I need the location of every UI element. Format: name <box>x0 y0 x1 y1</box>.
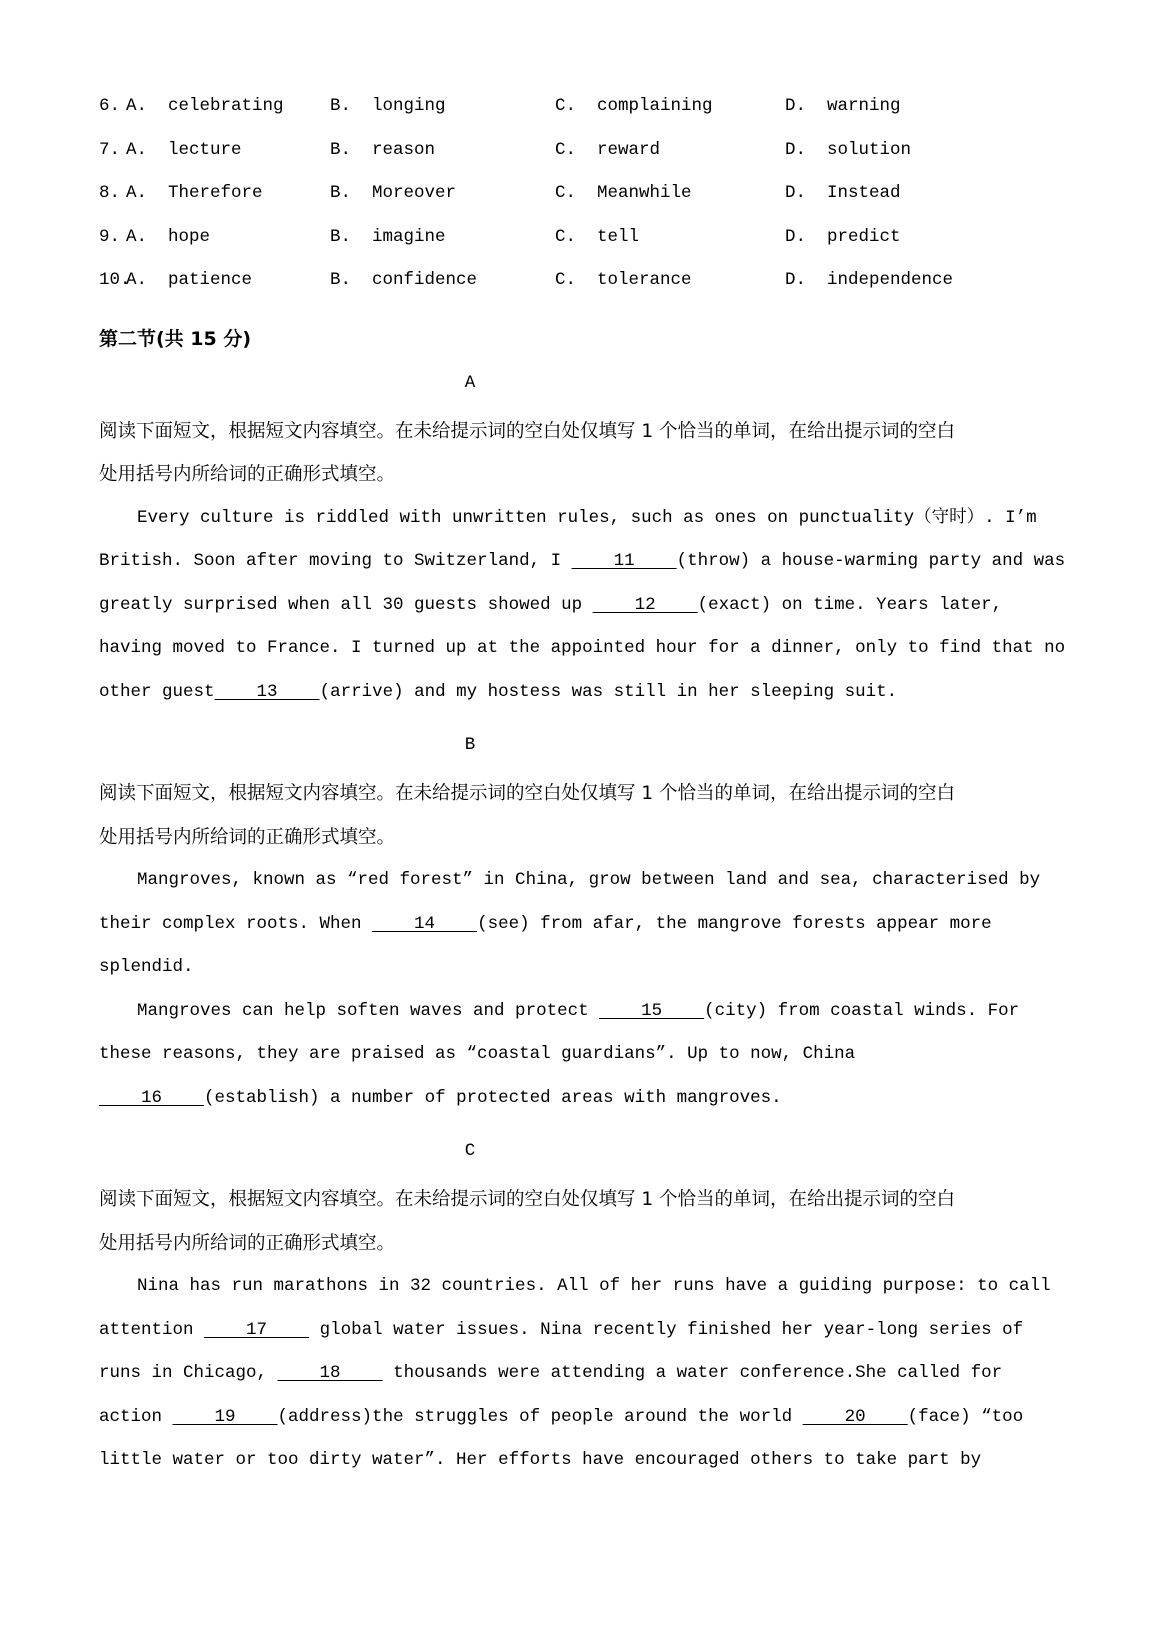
mcq-option-b[interactable]: B. confidence <box>330 270 478 290</box>
passage-text: attention <box>99 1319 205 1340</box>
mcq-row <box>99 227 1001 271</box>
mcq-number: 7. <box>99 139 121 160</box>
passage-text: (throw) a house-warming party and was <box>676 551 1066 571</box>
mcq-option-a[interactable]: A. celebrating <box>126 96 284 116</box>
passage-line <box>99 671 1001 715</box>
passage-text: (exact) on time. Years later, <box>697 594 1003 615</box>
passage-letter-label: B <box>464 735 476 755</box>
passage-text: Every culture is riddled with unwritten rules, such as ones on punctuality（守时）. I’m <box>137 507 1037 528</box>
mcq-option-a[interactable]: A. Therefore <box>126 183 263 203</box>
answer-blank[interactable]: 17 <box>204 1319 310 1340</box>
mcq-number: 6. <box>99 96 121 116</box>
passage-c <box>99 1140 1051 1483</box>
answer-blank[interactable]: 19 <box>172 1406 278 1427</box>
passage-text: (establish) a number of protected areas with mangroves. <box>204 1087 782 1108</box>
passage-line <box>99 903 1001 947</box>
passage-text: Mangroves can help soften waves and protect <box>137 1000 600 1021</box>
passage-line <box>99 990 1020 1034</box>
passage-body <box>99 497 1066 715</box>
passage-body <box>99 859 1041 1120</box>
instruction-line: 阅读下面短文，根据短文内容填空。在未给提示词的空白处仅填写 1 个恰当的单词，在给出提示词的空白 <box>99 1189 956 1210</box>
passage-text: greatly surprised when all 30 guests showed up <box>99 594 593 615</box>
mcq-option-d[interactable]: D. Instead <box>785 183 901 203</box>
mcq-option-d[interactable]: D. independence <box>785 270 954 290</box>
passage-b <box>99 734 1041 1120</box>
passage-line <box>99 1077 1001 1121</box>
passage-line <box>99 584 1001 628</box>
mcq-option-a[interactable]: A. patience <box>126 270 253 290</box>
passage-text: (address)the struggles of people around the world <box>277 1406 803 1427</box>
answer-blank[interactable]: 18 <box>277 1363 383 1383</box>
answer-blank[interactable]: 15 <box>599 1000 705 1021</box>
answer-blank[interactable]: 20 <box>802 1406 908 1427</box>
mcq-option-c[interactable]: C. complaining <box>555 96 713 116</box>
mcq-option-b[interactable]: B. reason <box>330 139 436 160</box>
mcq-option-c[interactable]: C. reward <box>555 139 661 160</box>
passage-text: splendid. <box>99 957 194 977</box>
passage-letter-label: C <box>464 1141 476 1161</box>
mcq-option-b[interactable]: B. Moreover <box>330 183 457 203</box>
answer-blank[interactable]: 16 <box>99 1087 205 1108</box>
multiple-choice-block <box>99 0 1001 314</box>
passage-text: runs in Chicago, <box>99 1363 278 1383</box>
passage-a <box>99 372 1066 715</box>
instruction-line: 处用括号内所给词的正确形式填空。 <box>99 1232 396 1254</box>
passage-instruction <box>99 772 1001 859</box>
page-content <box>99 0 1066 1483</box>
mcq-option-d[interactable]: D. predict <box>785 226 901 247</box>
mcq-option-c[interactable]: C. tolerance <box>555 270 692 290</box>
passage-letter-label: A <box>464 372 476 393</box>
instruction-line: 阅读下面短文，根据短文内容填空。在未给提示词的空白处仅填写 1 个恰当的单词，在给出提示词的空白 <box>99 783 956 804</box>
answer-blank[interactable]: 14 <box>372 913 478 934</box>
passage-line <box>99 1352 1001 1396</box>
passage-line <box>99 1309 1024 1353</box>
answer-blank[interactable]: 11 <box>571 551 677 571</box>
passage-text: global water issues. Nina recently finished her year-long series of <box>309 1319 1024 1340</box>
passage-line <box>99 1033 1001 1077</box>
mcq-number: 10. <box>99 270 131 290</box>
passage-line <box>99 627 1066 671</box>
instruction-line: 处用括号内所给词的正确形式填空。 <box>99 464 396 485</box>
mcq-option-b[interactable]: B. imagine <box>330 226 446 247</box>
passage-text: Mangroves, known as “red forest” in China, grow between land and sea, characterised by <box>137 870 1041 890</box>
passage-instruction <box>99 1178 1001 1265</box>
passage-line <box>99 497 1037 541</box>
passage-line <box>99 859 1041 903</box>
mcq-option-c[interactable]: C. tell <box>555 226 640 247</box>
mcq-row <box>99 96 1001 140</box>
passage-text: having moved to France. I turned up at the appointed hour for a dinner, only to find that no <box>99 638 1066 658</box>
passage-line <box>99 1439 1001 1483</box>
mcq-option-a[interactable]: A. lecture <box>126 139 242 160</box>
mcq-option-c[interactable]: C. Meanwhile <box>555 183 692 203</box>
mcq-number: 9. <box>99 226 121 247</box>
passage-text: Nina has run marathons in 32 countries. All of her runs have a guiding purpose: to call <box>137 1276 1051 1296</box>
passage-text: thousands were attending a water conference.She called for <box>382 1363 1003 1383</box>
passages-container <box>99 372 1066 1483</box>
mcq-option-d[interactable]: D. solution <box>785 139 912 160</box>
passage-line <box>99 1265 1051 1309</box>
passage-text: (city) from coastal winds. For <box>704 1000 1020 1021</box>
mcq-row <box>99 270 1001 314</box>
passage-line <box>99 1396 1024 1440</box>
instruction-line: 处用括号内所给词的正确形式填空。 <box>99 826 396 848</box>
answer-blank[interactable]: 12 <box>592 594 698 615</box>
passage-text: little water or too dirty water”. Her efforts have encouraged others to take part by <box>99 1450 982 1470</box>
passage-body <box>99 1265 1051 1483</box>
mcq-row <box>99 140 1001 184</box>
section-heading: 第二节(共 15 分) <box>99 327 252 350</box>
instruction-line: 阅读下面短文，根据短文内容填空。在未给提示词的空白处仅填写 1 个恰当的单词，在给出提示词的空白 <box>99 420 956 442</box>
mcq-option-d[interactable]: D. warning <box>785 96 901 116</box>
passage-line <box>99 540 1066 584</box>
passage-text: their complex roots. When <box>99 913 373 934</box>
passage-text: British. Soon after moving to Switzerland, I <box>99 551 572 571</box>
passage-text: other guest <box>99 681 215 702</box>
passage-text: (arrive) and my hostess was still in her sleeping suit. <box>319 681 898 702</box>
mcq-row <box>99 183 1001 227</box>
passage-instruction <box>99 410 1001 497</box>
answer-blank[interactable]: 13 <box>214 681 320 702</box>
passage-line <box>99 946 1001 990</box>
passage-text: (face) “too <box>907 1406 1024 1427</box>
passage-text: these reasons, they are praised as “coastal guardians”. Up to now, China <box>99 1044 856 1064</box>
passage-text: action <box>99 1406 173 1427</box>
passage-text: (see) from afar, the mangrove forests appear more <box>477 913 992 934</box>
mcq-option-b[interactable]: B. longing <box>330 96 446 116</box>
mcq-option-a[interactable]: A. hope <box>126 226 211 247</box>
mcq-number: 8. <box>99 183 121 203</box>
